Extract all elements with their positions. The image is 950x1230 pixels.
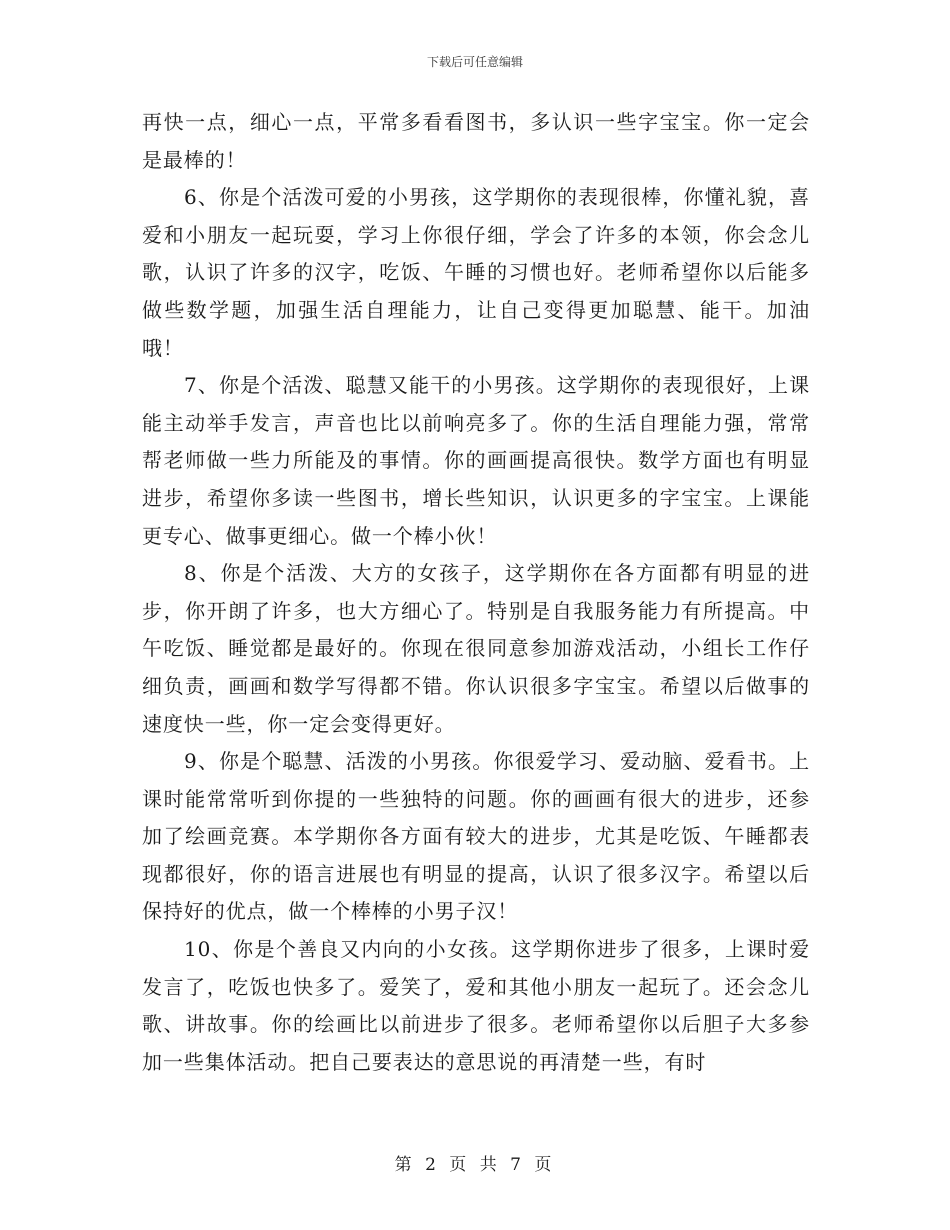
- paragraph: 6、你是个活泼可爱的小男孩，这学期你的表现很棒，你懂礼貌，喜爱和小朋友一起玩耍，学习上你很仔细，学会了许多的本领，你会念儿歌，认识了许多的汉字，吃饭、午睡的习惯也好。老师希望你以后能多做些数学题，加强生活自理能力，让自己变得更加聪慧、能干。加油哦！: [142, 185, 810, 360]
- paragraph: 8、你是个活泼、大方的女孩子，这学期你在各方面都有明显的进步，你开朗了许多，也大方细心了。特别是自我服务能力有所提高。中午吃饭、睡觉都是最好的。你现在很同意参加游戏活动，小组长工作仔细负责，画画和数学写得都不错。你认识很多字宝宝。希望以后做事的速度快一些，你一定会变得更好。: [142, 561, 810, 736]
- document-body: [142, 104, 810, 1081]
- paragraph: 7、你是个活泼、聪慧又能干的小男孩。这学期你的表现很好，上课能主动举手发言，声音也比以前响亮多了。你的生活自理能力强，常常帮老师做一些力所能及的事情。你的画画提高很快。数学方面也有明显进步，希望你多读一些图书，增长些知识，认识更多的字宝宝。上课能更专心、做事更细心。做一个棒小伙！: [142, 373, 810, 548]
- page-number: 第 2 页 共 7 页: [394, 1155, 556, 1175]
- page-header: 下载后可任意编辑: [426, 55, 523, 69]
- paragraph: 9、你是个聪慧、活泼的小男孩。你很爱学习、爱动脑、爱看书。上课时能常常听到你提的一些独特的问题。你的画画有很大的进步，还参加了绘画竞赛。本学期你各方面有较大的进步，尤其是吃饭、午睡都表现都很好，你的语言进展也有明显的提高，认识了很多汉字。希望以后保持好的优点，做一个棒棒的小男子汉！: [142, 749, 810, 924]
- paragraph: 再快一点，细心一点，平常多看看图书，多认识一些字宝宝。你一定会是最棒的！: [142, 110, 810, 172]
- paragraph: 10、你是个善良又内向的小女孩。这学期你进步了很多，上课时爱发言了，吃饭也快多了。爱笑了，爱和其他小朋友一起玩了。还会念儿歌、讲故事。你的绘画比以前进步了很多。老师希望你以后胆子大多参加一些集体活动。把自己要表达的意思说的再清楚一些，有时: [142, 937, 810, 1074]
